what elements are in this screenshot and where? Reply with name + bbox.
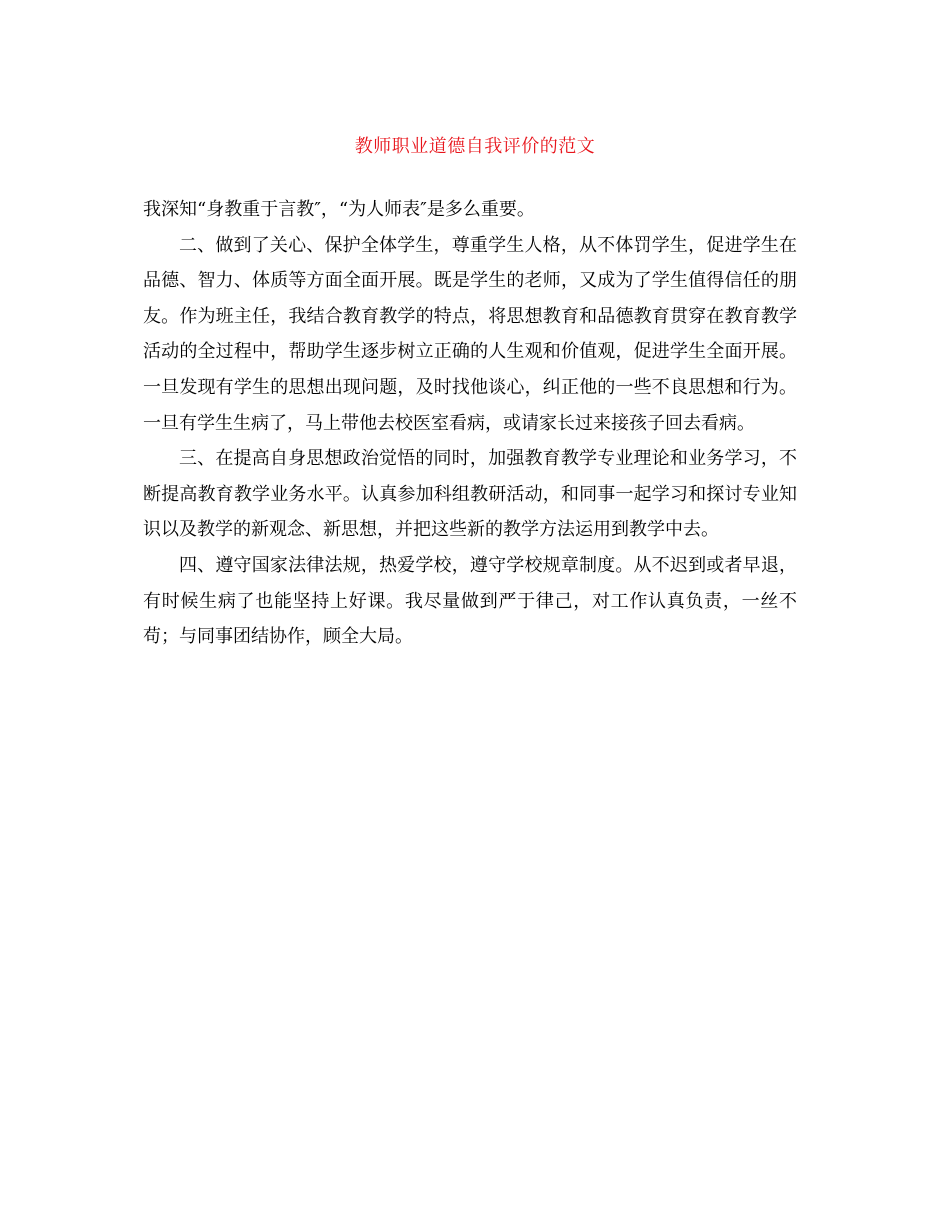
paragraph-four: 四、遵守国家法律法规，热爱学校，遵守学校规章制度。从不迟到或者早退，有时候生病了也能坚持上好课。我尽量做到严于律己，对工作认真负责，一丝不苟；与同事团结协作，顾全大局。 (143, 554, 797, 648)
paragraph-two: 二、做到了关心、保护全体学生，尊重学生人格，从不体罚学生，促进学生在品德、智力、体质等方面全面开展。既是学生的老师，又成为了学生值得信任的朋友。作为班主任，我结合教育教学的特点，将思想教育和品德教育贯穿在教育教学活动的全过程中，帮助学生逐步树立正确的人生观和价值观，促进学生全面开展。一旦发现有学生的思想出现问题，及时找他谈心，纠正他的一些不良思想和行为。一旦有学生生病了，马上带他去校医室看病，或请家长过来接孩子回去看病。 (143, 234, 797, 434)
paragraph-three: 三、在提高自身思想政治觉悟的同时，加强教育教学专业理论和业务学习，不断提高教育教学业务水平。认真参加科组教研活动，和同事一起学习和探讨专业知识以及教学的新观念、新思想，并把这些新的教学方法运用到教学中去。 (143, 448, 797, 541)
paragraph-continuation: 我深知“身教重于言教″，“为人师表″是多么重要。 (143, 199, 535, 220)
document-body (143, 192, 797, 655)
document-title: 教师职业道德自我评价的范文 (354, 136, 596, 157)
